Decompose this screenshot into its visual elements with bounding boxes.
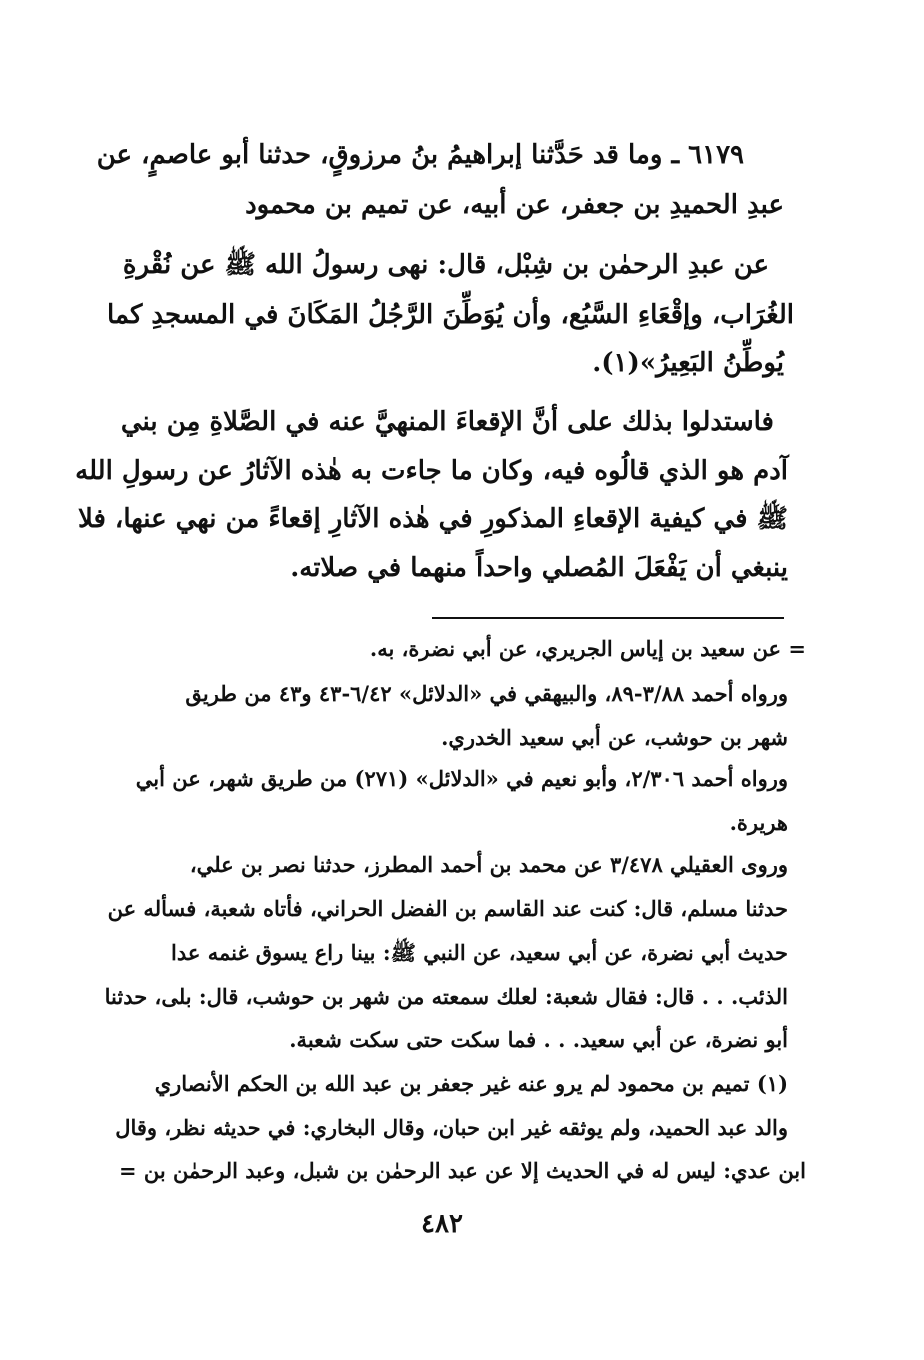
footnote-para3-line-4: الذئب. . . قال: فقال شعبة: لعلك سمعته من شهر بن حوشب، قال: بلى، حدثنا (104, 984, 788, 1009)
hadith-body-line-3: يُوطِّنُ البَعِيرُ»(١). (592, 348, 784, 378)
commentary-line-3: ﷺ في كيفية الإقعاءِ المذكورِ في هٰذه الآثارِ إقعاءً من نهي عنها، فلا (77, 504, 788, 534)
footnote-para3-line-1: وروى العقيلي ٣/٤٧٨ عن محمد بن أحمد المطرز، حدثنا نصر بن علي، (189, 852, 788, 877)
footnote-note1-line-2: والد عبد الحميد، ولم يوثقه غير ابن حبان، وقال البخاري: في حديثه نظر، وقال (115, 1115, 788, 1140)
commentary-line-1: فاستدلوا بذلك على أنَّ الإقعاءَ المنهيَّ عنه في الصَّلاةِ مِن بني (120, 407, 774, 437)
footnote-note1-line-3: ابن عدي: ليس له في الحديث إلا عن عبد الرحمٰن بن شبل، وعبد الرحمٰن بن = (118, 1158, 806, 1183)
hadith-body-line-2: الغُرَاب، وإقْعَاءِ السَّبُع، وأن يُوَطِّنَ الرَّجُلُ المَكَانَ في المسجدِ كما (107, 300, 794, 330)
footnote-para3-line-3: حديث أبي نضرة، عن أبي سعيد، عن النبي ﷺ: بينا راع يسوق غنمه عدا (171, 940, 788, 965)
footnote-para2-line-1: ورواه أحمد ٢/٣٠٦، وأبو نعيم في «الدلائل» (٢٧١) من طريق شهر، عن أبي (135, 766, 788, 791)
footnote-note1-line-1: (١) تميم بن محمود لم يرو عنه غير جعفر بن عبد الله بن الحكم الأنصاري (154, 1071, 788, 1096)
footnote-para1-line-2: شهر بن حوشب، عن أبي سعيد الخدري. (441, 725, 788, 750)
hadith-body-line-1: عن عبدِ الرحمٰن بن شِبْل، قال: نهى رسولُ الله ﷺ عن نُقْرةِ (122, 250, 769, 280)
footnote-separator (432, 617, 784, 619)
footnote-para1-line-1: ورواه أحمد ٣/٨٨-٨٩، والبيهقي في «الدلائل» ٦/٤٢-٤٣ و٤٣ من طريق (185, 681, 788, 706)
footnote-continuation-line: = عن سعيد بن إياس الجريري، عن أبي نضرة، به. (369, 636, 806, 661)
hadith-header-line-1: ٦١٧٩ ـ وما قد حَدَّثنا إبراهيمُ بنُ مرزوقٍ، حدثنا أبو عاصمٍ، عن (96, 140, 744, 170)
commentary-line-2: آدم هو الذي قالُوه فيه، وكان ما جاءت به هٰذه الآثارُ عن رسولِ الله (75, 456, 788, 486)
page-number: ٤٨٢ (421, 1209, 463, 1239)
commentary-line-4: ينبغي أن يَفْعَلَ المُصلي واحداً منهما في صلاته. (290, 553, 788, 583)
hadith-header-line-2: عبدِ الحميدِ بن جعفر، عن أبيه، عن تميم بن محمود (245, 190, 784, 220)
footnote-para3-line-5: أبو نضرة، عن أبي سعيد. . . فما سكت حتى سكت شعبة. (289, 1027, 788, 1052)
footnote-para3-line-2: حدثنا مسلم، قال: كنت عند القاسم بن الفضل الحراني، فأتاه شعبة، فسأله عن (107, 896, 788, 921)
footnote-para2-line-2: هريرة. (729, 810, 788, 835)
